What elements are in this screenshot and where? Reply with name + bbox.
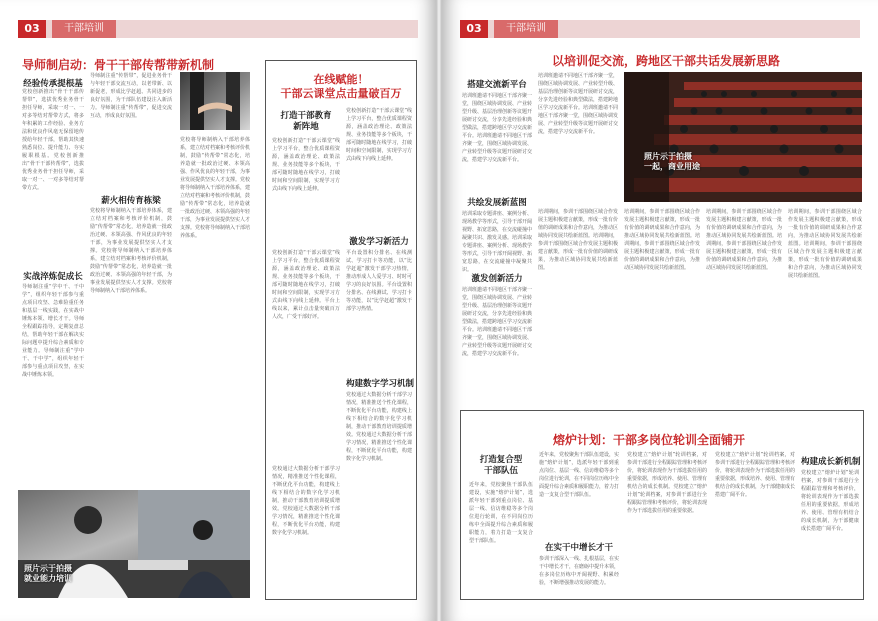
article-text: 党校建立“熔炉计划”轮训档案，对参训干部进行全程跟踪管理和考核评价，将轮训表现作为干部选拔任用的重要依据，形成培养、使用、管理有机结合的成长机制，为干部健康成长搭建广阔平台。 [715,452,796,498]
training-photo [18,490,250,598]
article-text: 导师制注重“传帮带”，促进业务骨干与年轻干部交流互动，以老带新、以新促老，形成比学赶超、共同进步的良好氛围，为干部队伍建设注入新活力。导师制注重“传帮带”，促进交流互动，形成良好氛围。 [90,73,172,119]
article-text: 培训采取专题讲座、案例分析、现场教学等形式，引导干部开阔视野、拓宽思路，在交流碰撞中凝聚共识、激发灵感。培训采取专题讲座、案例分析、现场教学等形式，引导干部开阔视野、拓宽思路，在交流碰撞中凝聚共识。 [462,211,533,273]
article-text: 培训期间，参训干部围绕区域合作发展主题积极建言献策，形成一批有价值的调研成果和合作意向，为推动区域协同发展共绘新蓝图。培训期间，参训干部围绕区域合作发展主题积极建言献策，形成一批有价值的调研成果和合作意向，为推动区域协同发展共绘新蓝图。 [624,209,700,271]
article-text: 参训干部深入一线、扎根基层，在实干中增长才干，在磨砺中提升本领，在多岗位历练中开阔视野、积累经验，不断增强推动发展的能力。 [539,556,620,586]
conference-photo [624,72,862,202]
subhead-platform: 搭建交流新平台 [467,80,527,90]
subhead-inherit: 薪火相传育栋梁 [101,196,161,206]
article-text: 导师制注重“学中干、干中学”，组织年轻干部参与重点项目攻坚、急难险重任务和基层一线实践，在实战中锤炼本领、增长才干。导师全程跟踪指导，定期复盘总结，帮助年轻干部在解决实际问题中提升综合素质和专业能力。导师制注重“学中干、干中学”，组织年轻干部参与重点项目攻坚，在实战中锤炼本领。 [22,284,84,378]
left-main-title: 导师制启动：骨干干部传帮带新机制 [22,58,215,72]
section-label: 干部培训 [52,20,116,38]
article-text: 平台设置积分排名、在线测试、学习打卡等功能，以“比学赶超”激发干部学习热情，推动形成人人爱学习、时时可学习的良好氛围。平台设置积分排名、在线测试、学习打卡等功能，以“比学赶超”激发干部学习热情。 [346,250,412,312]
article-text: 党校创新打造“干部云课堂”线上学习平台，整合优质课程资源，涵盖政治理论、政策法规、业务技能等多个板块，干部可随时随地在线学习，打破时间和空间限制，实现学习方式由线下向线上延伸。 [272,138,340,192]
article-text: 培训期间，参训干部围绕区域合作发展主题积极建言献策，形成一批有价值的调研成果和合作意向，为推动区域协同发展共绘新蓝图。培训期间，参训干部围绕区域合作发展主题积极建言献策，形成一批有价值的调研成果，为推动区域协同发展共绘新蓝图。 [538,209,619,271]
article-text: 党校通过大数据分析干部学习情况，精准推送个性化课程，不断优化平台功能，构建线上线下相结合的数字化学习机制，推动干部教育培训提质增效。党校通过大数据分析干部学习情况，精准推送个性化课程，不断优化平台功能，构建数字化学习机制。 [346,392,412,462]
article-text: 党校建立“熔炉计划”轮训档案，对参训干部进行全程跟踪管理和考核评价，将轮训表现作为干部选拔任用的重要依据，形成培养、使用、管理有机结合的成长机制。党校建立“熔炉计划”轮训档案，对参训干部进行全程跟踪管理和考核评价，将轮训表现作为干部选拔任用的重要依据。 [627,452,708,514]
article-text: 培训班邀请不同地区干部齐聚一堂，围绕区域协调发展、产业转型升级、基层治理创新等议题开展研讨交流，分享先进经验和典型做法，搭建跨地区学习交流新平台。培训班邀请不同地区干部齐聚一堂，围绕区域协调发展、产业转型升级等议题开展研讨交流，搭建学习交流新平台。 [538,73,619,135]
left-page [0,0,436,621]
handshake-illustration [180,72,250,130]
subhead-practice: 实战淬炼促成长 [23,272,83,282]
box-subhead-practice: 在实干中增长才干 [544,543,613,553]
page-number: 03 [18,20,46,38]
article-text: 党校建立“熔炉计划”轮训档案，对参训干部进行全程跟踪管理和考核评价，将轮训表现作为干部选拔任用的重要依据，形成培养、使用、管理有机结合的成长机制，为干部健康成长搭建广阔平台。 [801,470,859,532]
right-page [442,0,878,621]
left-section-header [18,20,418,38]
conference-illustration [624,72,862,202]
article-text: 近年来，党校聚焦干部队伍建设，实施“熔炉计划”，选派年轻干部到重点岗位、基层一线、信访维稳等多个岗位进行轮训，在不同岗位历练中全面提升综合素质和履职能力，着力打造一支复合型干部队伍。 [539,452,620,498]
right-bottom-title: 熔炉计划：干部多岗位轮训全面铺开 [553,433,746,447]
article-text: 培训期间，参训干部围绕区域合作发展主题积极建言献策，形成一批有价值的调研成果和合作意向，为推动区域协同发展共绘新蓝图。培训期间，参训干部围绕区域合作发展主题积极建言献策，形成一批有价值的调研成果和合作意向，为推动区域协同发展共绘新蓝图。 [788,209,862,279]
article-text: 培训班邀请不同地区干部齐聚一堂，围绕区域协调发展、产业转型升级、基层治理创新等议题开展研讨交流，分享先进经验和典型做法，搭建跨地区学习交流新平台。培训班邀请不同地区干部齐聚一堂，围绕区域协调发展、产业转型升级等议题开展研讨交流，搭建学习交流新平台。 [462,287,533,357]
article-text: 党校将导师制纳入干部培养体系，建立结对档案和考核评价机制，鼓励“传帮带”常态化，培养造就一批政治过硬、本领高强、作风优良的年轻干部，为事业发展提供坚实人才支撑。党校将导师制纳入干部培养体系，建立结对档案和考核评价机制，鼓励“传帮带”常态化，培养造就一批政治过硬、本领高强的年轻干部，为事业发展提供坚实人才支撑。党校将导师制纳入干部培养体系。 [180,137,251,239]
article-text: 党校通过大数据分析干部学习情况，精准推送个性化课程，不断优化平台功能，构建线上线下相结合的数字化学习机制，推动干部教育培训提质增效。党校通过大数据分析干部学习情况，精准推送个性化课程，不断优化平台功能，构建数字化学习机制。 [272,466,340,536]
right-section-header [460,20,860,38]
article-text: 党校创新打造“干部云课堂”线上学习平台，整合优质课程资源，涵盖政治理论、政策法规、业务技能等多个板块，干部可随时随地在线学习，打破时间和空间限制，实现学习方式由线下向线上延伸。 [346,108,412,162]
subhead-experience: 经验传承提根基 [23,79,83,89]
subhead-innovation: 激发创新活力 [471,274,523,284]
right-top-title: 以培训促交流，跨地区干部共话发展新思路 [552,54,781,68]
article-text: 近年来，党校聚焦干部队伍建设，实施“熔炉计划”，选派年轻干部到重点岗位、基层一线、信访维稳等多个岗位进行轮训，在不同岗位历练中全面提升综合素质和履职能力，着力打造一支复合型干部队伍。 [469,482,533,544]
box-title-line1: 在线赋能！ [313,73,369,86]
box-subhead-growth: 构建成长新机制 [801,457,861,467]
handshake-photo [180,72,250,130]
article-text: 党校创新打造“干部云课堂”线上学习平台，整合优质课程资源，涵盖政治理论、政策法规、业务技能等多个板块，干部可随时随地在线学习，打破时间和空间限制，实现学习方式由线下向线上延伸。平台上线以来，累计点击量突破百万人次，广受干部好评。 [272,250,340,320]
article-text: 培训期间，参训干部围绕区域合作发展主题积极建言献策，形成一批有价值的调研成果和合作意向，为推动区域协同发展共绘新蓝图。培训期间，参训干部围绕区域合作发展主题积极建言献策，形成一批有价值的调研成果和合作意向，为推动区域协同发展共绘新蓝图。 [706,209,782,271]
box-subhead-platform: 打造干部教育 新阵地 [280,111,332,132]
subhead-blueprint: 共绘发展新蓝图 [467,198,527,208]
photo-caption: 照片示于拍摄 一起，商业用途 [644,152,700,171]
article-text: 培训班邀请不同地区干部齐聚一堂，围绕区域协调发展、产业转型升级、基层治理创新等议题开展研讨交流，分享先进经验和典型做法，搭建跨地区学习交流新平台。培训班邀请不同地区干部齐聚一堂，围绕区域协调发展、产业转型升级等议题开展研讨交流，搭建学习交流新平台。 [462,93,533,163]
box-subhead-mechanism: 构建数字学习机制 [346,379,415,389]
page-number: 03 [460,20,488,38]
box-subhead-composite: 打造复合型 干部队伍 [479,455,523,476]
box-subhead-vitality: 激发学习新活力 [349,237,409,247]
article-text: 党校将导师制纳入干部培养体系，建立结对档案和考核评价机制，鼓励“传帮带”常态化，培养造就一批政治过硬、本领高强、作风优良的年轻干部，为事业发展提供坚实人才支撑。党校将导师制纳入干部培养体系，建立结对档案和考核评价机制，鼓励“传帮带”常态化，培养造就一批政治过硬、本领高强的年轻干部，为事业发展提供坚实人才支撑。党校将导师制纳入干部培养体系。 [90,208,172,294]
section-label: 干部培训 [494,20,558,38]
article-text: 党校创新推出“骨干干部传帮带”，选拔优秀业务骨干担任导师，采取一对一、一对多等结对帮带方式，将多年积累的工作经验、业务方法和优良作风毫无保留地传授给年轻干部，帮助其快速熟悉岗位、提升能力、夯实履职根基。党校创新推出“骨干干部传帮带”，选拔优秀业务骨干担任导师，采取一对一、一对多等结对帮带方式。 [22,89,84,191]
photo-caption: 照片示于拍摄 就业能力培训 [24,564,72,583]
box-title-line2: 干部云课堂点击量破百万 [280,87,402,100]
furnace-plan-box [460,410,864,600]
cloud-class-box [265,60,417,600]
